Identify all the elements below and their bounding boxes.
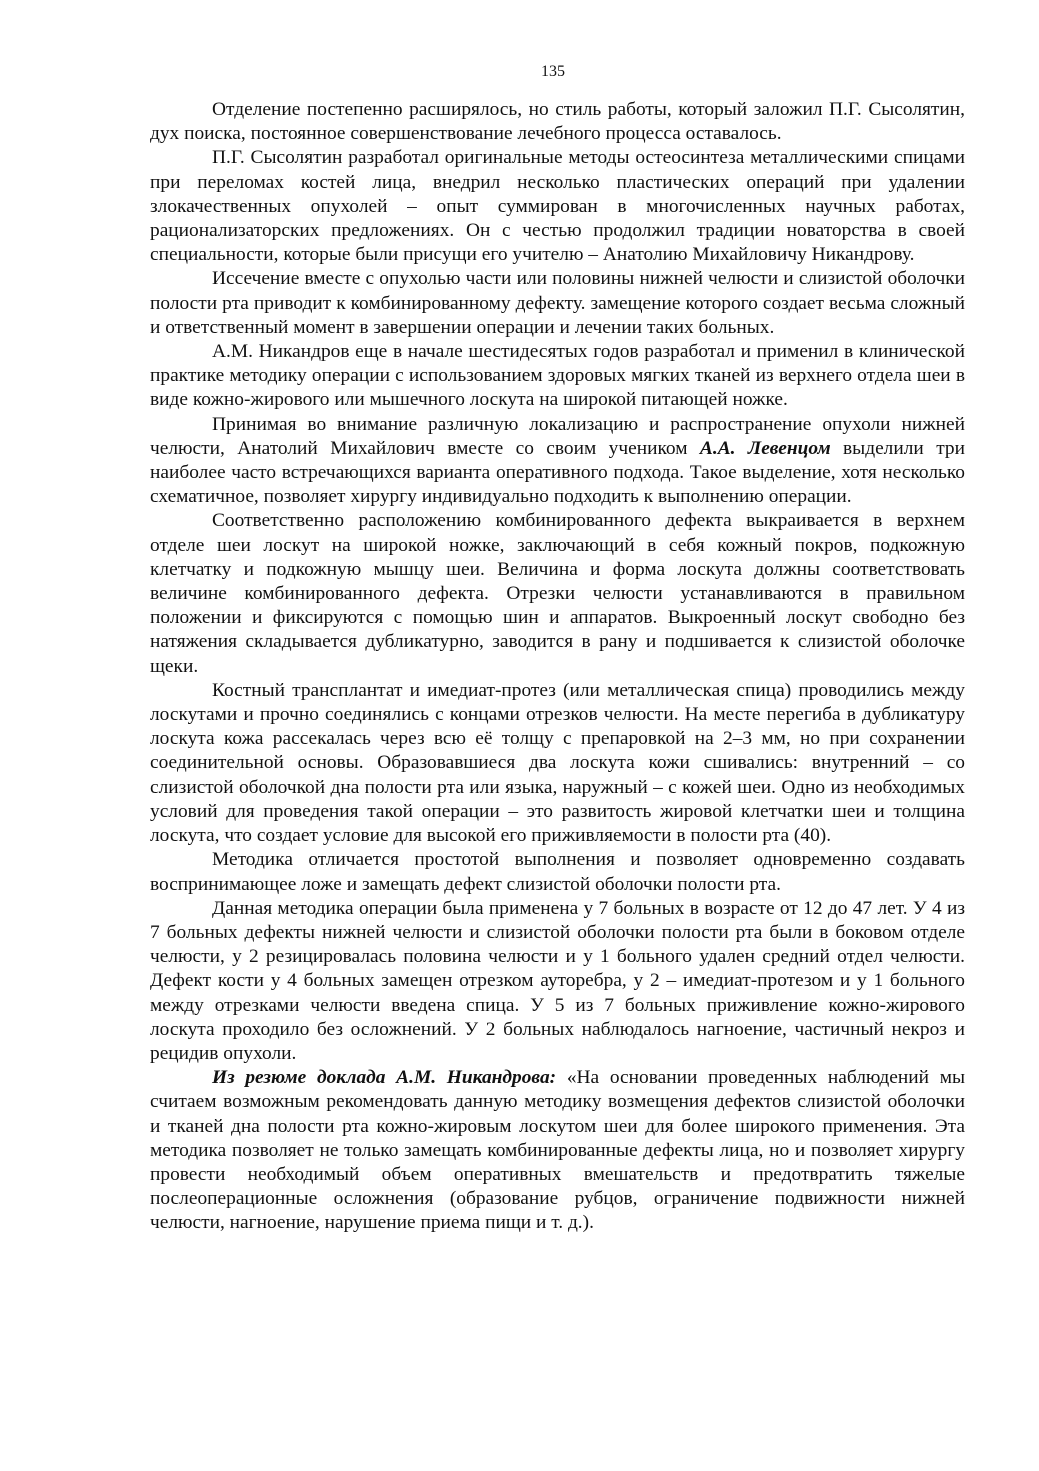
- paragraph-4: А.М. Никандров еще в начале шестидесятых годов разработал и применил в клинической практике методику операции с использованием здоровых мягких тканей из верхнего отдела шеи в виде кожно-жирового или мышечного лоскута на широкой питающей ножке.: [150, 341, 965, 411]
- paragraph-9: Данная методика операции была применена у 7 больных в возрасте от 12 до 47 лет. У 4 из 7 больных дефекты нижней челюсти и слизистой оболочки полости рта были в боковом отделе челюсти, у 2 резицировалась половина челюсти и у 1 больного удален средний отдел челюсти. Дефект кости у 4 больных замещен отрезком ауторебра, у 2 – имедиат-протезом и у 1 больного между отрезками челюсти введена спица. У 5 из 7 больных приживление кожно-жирового лоскута проходило без осложнений. У 2 больных наблюдалось нагноение, частичный некроз и рецидив опухоли.: [150, 897, 965, 1064]
- body-text: [150, 98, 965, 1236]
- paragraph-10: [150, 1066, 965, 1235]
- paragraph-5-after: выделили три наиболее часто встречающихся варианта оперативного подхода. Такое выделение, хотя несколько схематичное, позволяет хирургу индивидуально подходить к выполнению операции.: [150, 437, 965, 508]
- paragraph-5-before: Принимая во внимание различную локализацию и распространение опухоли нижней челюсти, Анатолий Михайлович вместе со своим учеником: [150, 413, 965, 459]
- quote-text: «На основании проведенных наблюдений мы считаем возможным рекомендовать данную методику возмещения дефектов слизистой оболочки и тканей дна полости рта кожно-жировым лоскутом шеи для более широкого применения. Эта методика позволяет не только замещать комбинированные дефекты лица, но и позволяет хирургу провести необходимый объем оперативных вмешательств и предотвратить тяжелые послеоперационные осложнения (образование рубцов, ограничение подвижности нижней челюсти, нагноение, нарушение приема пищи и т. д.).: [150, 1067, 966, 1234]
- paragraph-1: Отделение постепенно расширялось, но стиль работы, который заложил П.Г. Сысолятин, дух поиска, постоянное совершенствование лечебного процесса оставалось.: [150, 99, 965, 145]
- paragraph-5: [150, 413, 965, 510]
- paragraph-7: Костный трансплантат и имедиат-протез (или металлическая спица) проводились между лоскутами и прочно соединялись с концами отрезков челюсти. На месте перегиба в дубликатуру лоскута кожа рассекалась через всю её толщу с препаровкой на 2–3 мм, но при сохранении соединительной основы. Образовавшиеся два лоскута кожи сшивались: внутренний – со слизистой оболочкой дна полости рта или языка, наружный – с кожей шеи. Одно из необходимых условий для проведения такой операции – это развитость жировой клетчатки шеи и толщина лоскута, что создает условие для высокой его приживляемости в полости рта (40).: [150, 679, 965, 847]
- paragraph-2: П.Г. Сысолятин разработал оригинальные методы остеосинтеза металлическими спицами при переломах костей лица, внедрил несколько пластических операций при удалении злокачественных опухолей – опыт суммирован в многочисленных научных работах, рационализаторских предложениях. Он с честью продолжил традиции новаторства в своей специальности, которые были присущи его учителю – Анатолию Михайловичу Никандрову.: [150, 147, 965, 266]
- paragraph-3: Иссечение вместе с опухолью части или половины нижней челюсти и слизистой оболочки полости рта приводит к комбинированному дефекту. замещение которого создает весьма сложный и ответственный момент в завершении операции и лечении таких больных.: [150, 268, 965, 338]
- paragraph-6: Соответственно расположению комбинированного дефекта выкраивается в верхнем отделе шеи лоскут на широкой ножке, заключающий в себя кожный покров, подкожную клетчатку и подкожную мышцу шеи. Величина и форма лоскута должны соответствовать величине комбинированного дефекта. Отрезки челюсти устанавливаются в правильном положении и фиксируются с помощью шин и аппаратов. Выкроенный лоскут свободно без натяжения складывается дубликатурно, заводится в рану и подшивается к слизистой оболочке щеки.: [150, 510, 965, 677]
- student-name: А.А. Левенцом: [699, 437, 831, 459]
- quote-lead: Из резюме доклада А.М. Никандрова:: [212, 1067, 557, 1089]
- paragraph-8: Методика отличается простотой выполнения и позволяет одновременно создавать воспринимающее ложе и замещать дефект слизистой оболочки полости рта.: [150, 849, 965, 895]
- page-number: 135: [541, 63, 565, 80]
